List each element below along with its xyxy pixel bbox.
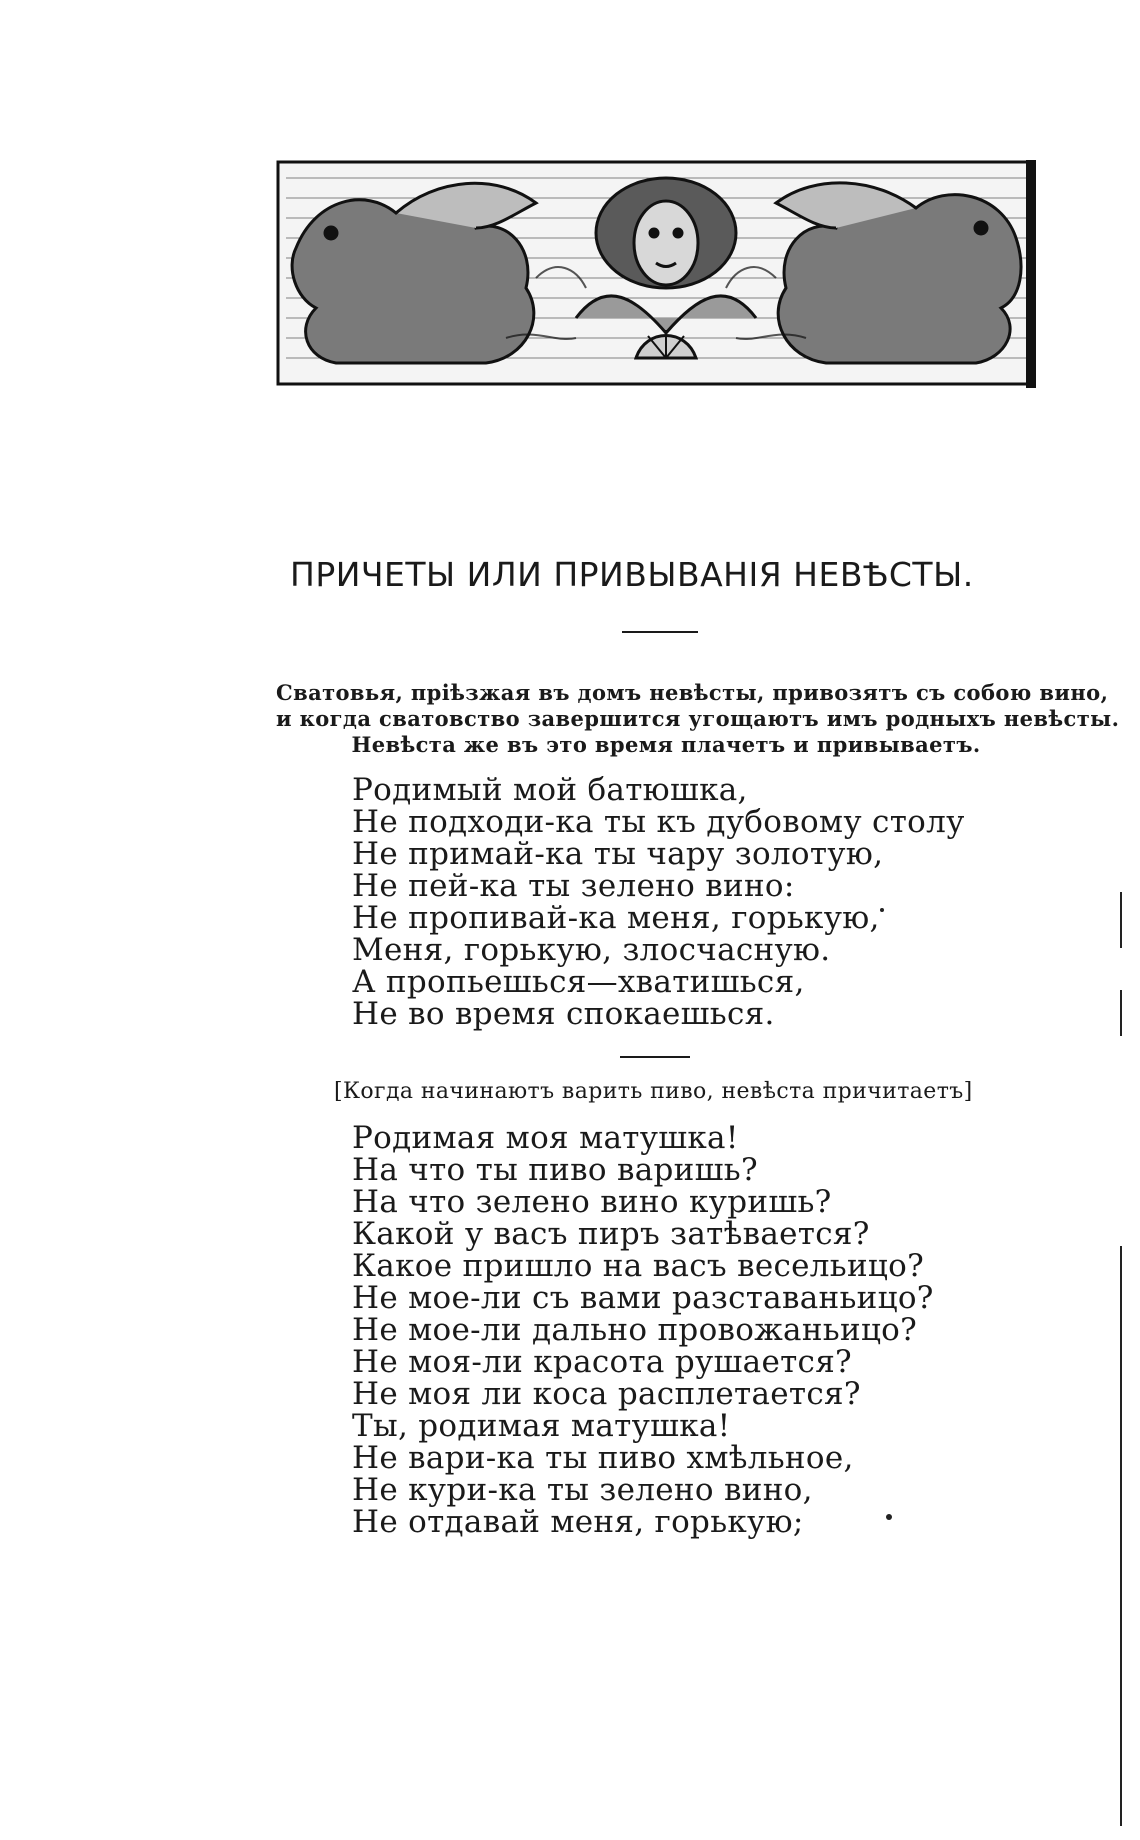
verse-line: Не вари-ка ты пиво хмѣльное, <box>352 1440 854 1476</box>
intro-line: Сватовья, пріѣзжая въ домъ невѣсты, привозятъ съ собою вино, <box>276 680 1109 705</box>
section-divider <box>620 1056 690 1058</box>
verse-line: Не моя-ли красота рушается? <box>352 1344 852 1380</box>
intro-paragraph <box>276 680 1120 758</box>
verse-line: Какое пришло на васъ весельицо? <box>352 1248 925 1284</box>
verse-line: Не кури-ка ты зелено вино, <box>352 1472 813 1508</box>
scan-margin-mark <box>1120 892 1122 948</box>
lament-stanza-mother <box>352 1122 934 1538</box>
ornamental-headpiece <box>276 158 1038 390</box>
verse-line: Родимая моя матушка! <box>352 1120 739 1156</box>
verse-line: На что ты пиво варишь? <box>352 1152 758 1188</box>
verse-line: Не мое-ли дально провожаньицо? <box>352 1312 918 1348</box>
verse-line: Не подходи-ка ты къ дубовому столу <box>352 804 965 840</box>
ornament-engraving <box>276 158 1038 390</box>
verse-line: Не отдавай меня, горькую; <box>352 1504 804 1540</box>
scan-speck <box>880 908 884 912</box>
right-lion-figure <box>776 183 1021 363</box>
intro-line: и когда сватовство завершится угощаютъ имъ родныхъ невѣсты. <box>276 706 1120 731</box>
verse-line: Не примай-ка ты чару золотую, <box>352 836 884 872</box>
lament-stanza-father <box>352 774 965 1030</box>
verse-line: Не пропивай-ка меня, горькую, <box>352 900 880 936</box>
verse-line: А пропьешься—хватишься, <box>352 964 805 1000</box>
scan-speck <box>886 1514 892 1520</box>
verse-line: Ты, родимая матушка! <box>352 1408 731 1444</box>
scan-margin-mark <box>1120 1246 1122 1826</box>
page-title: ПРИЧЕТЫ ИЛИ ПРИВЫВАНІЯ НЕВѢСТЫ. <box>290 555 974 594</box>
scan-margin-mark <box>1120 990 1122 1036</box>
verse-line: Не пей-ка ты зелено вино: <box>352 868 795 904</box>
verse-line: Не моя ли коса расплетается? <box>352 1376 861 1412</box>
verse-line: Какой у васъ пиръ затѣвается? <box>352 1216 870 1252</box>
verse-line: Не во время спокаешься. <box>352 996 775 1032</box>
verse-line: Меня, горькую, злосчасную. <box>352 932 831 968</box>
verse-line: Не мое-ли съ вами разставаньицо? <box>352 1280 934 1316</box>
stage-direction-note: [Когда начинаютъ варить пиво, невѣста причитаетъ] <box>334 1079 973 1104</box>
verse-line: Родимый мой батюшка, <box>352 772 748 808</box>
verse-line: На что зелено вино куришь? <box>352 1184 832 1220</box>
intro-line: Невѣста же въ это время плачетъ и привываетъ. <box>351 732 981 757</box>
title-divider <box>622 631 698 633</box>
left-griffin-figure <box>292 183 536 363</box>
